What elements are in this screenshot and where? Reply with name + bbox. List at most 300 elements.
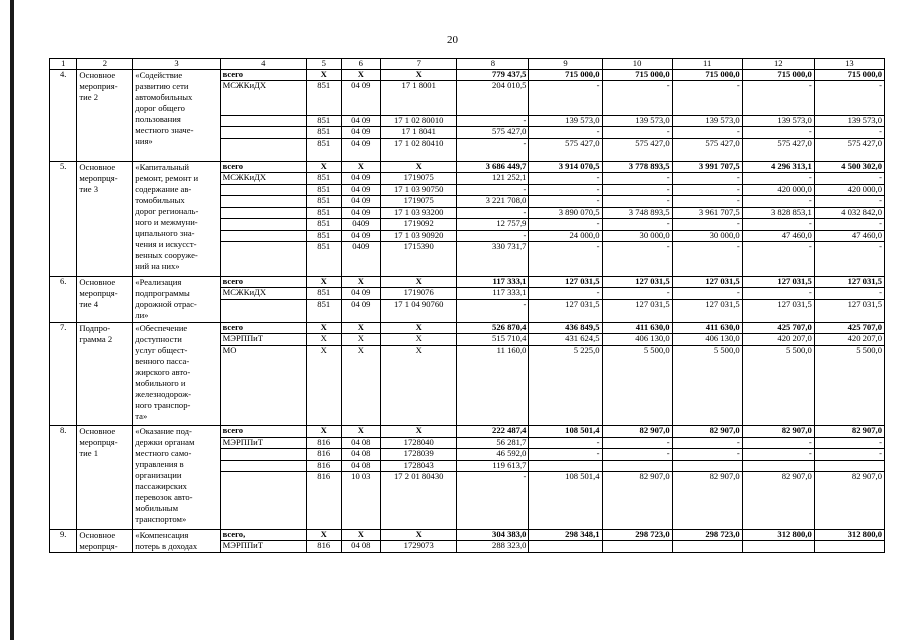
- amount-cell: -: [814, 288, 884, 300]
- csr-cell: 1715390: [381, 242, 457, 277]
- rzpr-cell: 04 09: [341, 127, 381, 139]
- amount-cell: 24 000,0: [529, 230, 602, 242]
- amount-cell: -: [814, 437, 884, 449]
- rzpr-cell: Х: [341, 161, 381, 173]
- amount-cell: 47 460,0: [814, 230, 884, 242]
- amount-cell: 30 000,0: [602, 230, 672, 242]
- amount-cell: -: [672, 196, 742, 208]
- amount-cell: 204 010,5: [457, 81, 529, 116]
- amount-cell: 117 333,1: [457, 288, 529, 300]
- table-row: [50, 69, 885, 81]
- executor-cell: [220, 184, 306, 196]
- amount-cell: [814, 541, 884, 553]
- amount-cell: -: [672, 242, 742, 277]
- csr-cell: 17 1 03 90750: [381, 184, 457, 196]
- item-description-line: ремонт, ремонт и: [135, 172, 199, 183]
- amount-cell: 30 000,0: [672, 230, 742, 242]
- amount-cell: -: [457, 207, 529, 219]
- amount-cell: -: [602, 288, 672, 300]
- header-cell: 13: [814, 59, 884, 70]
- csr-cell: 1719075: [381, 173, 457, 185]
- grbs-cell: Х: [306, 345, 341, 426]
- rzpr-cell: 04 09: [341, 81, 381, 116]
- scan-edge-bar: [10, 0, 14, 640]
- amount-cell: 139 573,0: [814, 115, 884, 127]
- item-description-line: дорожной отрас-: [135, 298, 197, 309]
- grbs-cell: 816: [306, 449, 341, 461]
- amount-cell: 575 427,0: [672, 138, 742, 161]
- item-type-line: Основное: [79, 276, 116, 287]
- item-type-line: Основное: [79, 161, 116, 172]
- header-cell: 1: [50, 59, 77, 70]
- item-description: [133, 426, 220, 530]
- amount-cell: 298 348,1: [529, 529, 602, 541]
- item-type-line: меропрця-: [79, 540, 118, 551]
- amount-cell: -: [602, 437, 672, 449]
- rzpr-cell: 04 09: [341, 230, 381, 242]
- amount-cell: 420 207,0: [814, 334, 884, 346]
- item-type-line: Основное: [79, 426, 116, 437]
- amount-cell: -: [529, 219, 602, 231]
- amount-cell: 304 383,0: [457, 529, 529, 541]
- executor-cell: МЭРППиТ: [220, 437, 306, 449]
- rzpr-cell: 04 09: [341, 299, 381, 322]
- amount-cell: -: [457, 230, 529, 242]
- rzpr-cell: Х: [341, 345, 381, 426]
- executor-cell: всего: [220, 161, 306, 173]
- amount-cell: 127 031,5: [672, 299, 742, 322]
- amount-cell: 436 849,5: [529, 322, 602, 334]
- amount-cell: 222 487,4: [457, 426, 529, 438]
- item-description-line: «Содействие: [135, 69, 183, 80]
- amount-cell: -: [814, 196, 884, 208]
- rzpr-cell: 04 09: [341, 184, 381, 196]
- amount-cell: 420 000,0: [814, 184, 884, 196]
- executor-cell: [220, 138, 306, 161]
- csr-cell: 17 1 02 80410: [381, 138, 457, 161]
- rzpr-cell: 04 08: [341, 541, 381, 553]
- grbs-cell: 851: [306, 299, 341, 322]
- executor-cell: [220, 242, 306, 277]
- amount-cell: -: [742, 449, 814, 461]
- amount-cell: 715 000,0: [742, 69, 814, 81]
- amount-cell: 298 723,0: [672, 529, 742, 541]
- grbs-cell: 851: [306, 115, 341, 127]
- csr-cell: Х: [381, 69, 457, 81]
- amount-cell: -: [602, 173, 672, 185]
- budget-table: [49, 58, 885, 553]
- executor-cell: МСЖКиДХ: [220, 81, 306, 116]
- rzpr-cell: 0409: [341, 219, 381, 231]
- rzpr-cell: Х: [341, 334, 381, 346]
- amount-cell: 526 870,4: [457, 322, 529, 334]
- amount-cell: 5 500,0: [672, 345, 742, 426]
- amount-cell: 108 501,4: [529, 426, 602, 438]
- rzpr-cell: 04 09: [341, 207, 381, 219]
- grbs-cell: Х: [306, 276, 341, 288]
- csr-cell: 1719076: [381, 288, 457, 300]
- item-type: [77, 69, 133, 161]
- csr-cell: Х: [381, 322, 457, 334]
- amount-cell: -: [602, 242, 672, 277]
- amount-cell: 3 221 708,0: [457, 196, 529, 208]
- item-type-line: меропрця-: [79, 437, 118, 448]
- table-row: [50, 529, 885, 541]
- amount-cell: -: [742, 437, 814, 449]
- header-cell: 8: [457, 59, 529, 70]
- csr-cell: Х: [381, 529, 457, 541]
- grbs-cell: 851: [306, 242, 341, 277]
- amount-cell: -: [814, 242, 884, 277]
- amount-cell: -: [529, 127, 602, 139]
- amount-cell: -: [672, 81, 742, 116]
- row-number: 8.: [50, 426, 77, 530]
- amount-cell: 139 573,0: [672, 115, 742, 127]
- amount-cell: 715 000,0: [672, 69, 742, 81]
- amount-cell: 47 460,0: [742, 230, 814, 242]
- amount-cell: -: [529, 184, 602, 196]
- header-cell: 7: [381, 59, 457, 70]
- amount-cell: 779 437,5: [457, 69, 529, 81]
- header-cell: 4: [220, 59, 306, 70]
- amount-cell: 406 130,0: [602, 334, 672, 346]
- amount-cell: -: [529, 449, 602, 461]
- amount-cell: [602, 541, 672, 553]
- amount-cell: -: [602, 127, 672, 139]
- item-description: [133, 69, 220, 161]
- item-description: [133, 322, 220, 426]
- amount-cell: 46 592,0: [457, 449, 529, 461]
- item-description-line: «Реализация: [135, 276, 182, 287]
- item-description-line: ний на них»: [135, 260, 180, 271]
- item-description-line: венного пасса-: [135, 355, 190, 366]
- row-number: 6.: [50, 276, 77, 322]
- amount-cell: 3 890 070,5: [529, 207, 602, 219]
- csr-cell: 1719075: [381, 196, 457, 208]
- executor-cell: МЭРППиТ: [220, 541, 306, 553]
- amount-cell: 3 828 853,1: [742, 207, 814, 219]
- item-description-line: ли»: [135, 309, 149, 320]
- amount-cell: 56 281,7: [457, 437, 529, 449]
- rzpr-cell: 10 03: [341, 472, 381, 530]
- csr-cell: 17 2 01 80430: [381, 472, 457, 530]
- csr-cell: 17 1 02 80010: [381, 115, 457, 127]
- item-description-line: местного значе-: [135, 124, 194, 135]
- amount-cell: [742, 541, 814, 553]
- grbs-cell: 851: [306, 196, 341, 208]
- item-description-line: содержание ав-: [135, 183, 192, 194]
- amount-cell: 406 130,0: [672, 334, 742, 346]
- amount-cell: 312 800,0: [742, 529, 814, 541]
- rzpr-cell: 04 09: [341, 173, 381, 185]
- item-description-line: мобильного и: [135, 377, 186, 388]
- item-type: [77, 529, 133, 552]
- table-row: [50, 161, 885, 173]
- item-description-line: развитию сети: [135, 80, 189, 91]
- item-type-line: мероприя-: [79, 80, 118, 91]
- amount-cell: -: [602, 196, 672, 208]
- item-type: [77, 276, 133, 322]
- amount-cell: 715 000,0: [814, 69, 884, 81]
- amount-cell: 420 207,0: [742, 334, 814, 346]
- amount-cell: 82 907,0: [672, 472, 742, 530]
- executor-cell: всего: [220, 276, 306, 288]
- executor-cell: [220, 127, 306, 139]
- amount-cell: 127 031,5: [742, 276, 814, 288]
- amount-cell: 575 427,0: [814, 138, 884, 161]
- rzpr-cell: Х: [341, 426, 381, 438]
- item-type-line: грамма 2: [79, 333, 113, 344]
- amount-cell: 117 333,1: [457, 276, 529, 288]
- amount-cell: 3 914 070,5: [529, 161, 602, 173]
- item-type-line: тие 2: [79, 91, 99, 102]
- amount-cell: -: [742, 196, 814, 208]
- executor-cell: всего,: [220, 529, 306, 541]
- amount-cell: 82 907,0: [602, 472, 672, 530]
- grbs-cell: 851: [306, 81, 341, 116]
- amount-cell: -: [742, 288, 814, 300]
- amount-cell: 420 000,0: [742, 184, 814, 196]
- amount-cell: 5 500,0: [602, 345, 672, 426]
- item-description-line: ципального зна-: [135, 227, 195, 238]
- header-cell: 2: [77, 59, 133, 70]
- amount-cell: -: [672, 173, 742, 185]
- rzpr-cell: 0409: [341, 242, 381, 277]
- amount-cell: -: [672, 449, 742, 461]
- row-number: 5.: [50, 161, 77, 276]
- amount-cell: 82 907,0: [742, 472, 814, 530]
- item-type-line: тие 3: [79, 183, 99, 194]
- amount-cell: 425 707,0: [742, 322, 814, 334]
- table-row: [50, 322, 885, 334]
- item-description-line: перевозок авто-: [135, 492, 193, 503]
- item-type: [77, 161, 133, 276]
- item-description-line: подпрограммы: [135, 287, 190, 298]
- table-row: [50, 276, 885, 288]
- amount-cell: 515 710,4: [457, 334, 529, 346]
- item-description-line: потерь в доходах: [135, 540, 198, 551]
- grbs-cell: Х: [306, 426, 341, 438]
- grbs-cell: 851: [306, 127, 341, 139]
- grbs-cell: 816: [306, 460, 341, 472]
- rzpr-cell: 04 08: [341, 449, 381, 461]
- amount-cell: 330 731,7: [457, 242, 529, 277]
- executor-cell: МСЖКиДХ: [220, 288, 306, 300]
- page-number: 20: [447, 34, 458, 46]
- amount-cell: 575 427,0: [457, 127, 529, 139]
- item-description-line: чения и искусст-: [135, 238, 197, 249]
- amount-cell: 4 500 302,0: [814, 161, 884, 173]
- csr-cell: 1729073: [381, 541, 457, 553]
- amount-cell: -: [814, 173, 884, 185]
- amount-cell: 12 757,9: [457, 219, 529, 231]
- amount-cell: -: [814, 219, 884, 231]
- row-number: 4.: [50, 69, 77, 161]
- row-number: 7.: [50, 322, 77, 426]
- amount-cell: 3 961 707,5: [672, 207, 742, 219]
- grbs-cell: Х: [306, 322, 341, 334]
- amount-cell: 127 031,5: [742, 299, 814, 322]
- csr-cell: 1728043: [381, 460, 457, 472]
- item-description-line: местного само-: [135, 448, 192, 459]
- amount-cell: -: [742, 127, 814, 139]
- amount-cell: 82 907,0: [814, 426, 884, 438]
- rzpr-cell: Х: [341, 69, 381, 81]
- amount-cell: -: [457, 299, 529, 322]
- amount-cell: 5 500,0: [742, 345, 814, 426]
- amount-cell: -: [602, 81, 672, 116]
- amount-cell: 3 686 449,7: [457, 161, 529, 173]
- item-description-line: пассажирских: [135, 481, 187, 492]
- amount-cell: 3 748 893,5: [602, 207, 672, 219]
- item-description-line: управления в: [135, 459, 184, 470]
- executor-cell: [220, 115, 306, 127]
- item-description-line: мобильным: [135, 503, 179, 514]
- amount-cell: 3 778 893,5: [602, 161, 672, 173]
- item-description-line: автомобильных: [135, 91, 193, 102]
- amount-cell: -: [529, 196, 602, 208]
- amount-cell: 575 427,0: [602, 138, 672, 161]
- rzpr-cell: 04 08: [341, 437, 381, 449]
- rzpr-cell: 04 09: [341, 138, 381, 161]
- item-type: [77, 426, 133, 530]
- amount-cell: 139 573,0: [602, 115, 672, 127]
- grbs-cell: 851: [306, 230, 341, 242]
- executor-cell: МСЖКиДХ: [220, 173, 306, 185]
- item-description-line: ного и межмуни-: [135, 216, 198, 227]
- csr-cell: Х: [381, 161, 457, 173]
- amount-cell: [672, 460, 742, 472]
- amount-cell: -: [742, 242, 814, 277]
- amount-cell: 431 624,5: [529, 334, 602, 346]
- csr-cell: 17 1 04 90760: [381, 299, 457, 322]
- item-type: [77, 322, 133, 426]
- rzpr-cell: 04 08: [341, 460, 381, 472]
- header-row: [50, 59, 885, 70]
- amount-cell: -: [529, 242, 602, 277]
- csr-cell: 17 1 03 90920: [381, 230, 457, 242]
- amount-cell: 82 907,0: [672, 426, 742, 438]
- header-cell: 6: [341, 59, 381, 70]
- item-description: [133, 276, 220, 322]
- csr-cell: 1728040: [381, 437, 457, 449]
- grbs-cell: Х: [306, 161, 341, 173]
- grbs-cell: 851: [306, 207, 341, 219]
- item-description-line: дорог общего: [135, 102, 185, 113]
- grbs-cell: Х: [306, 529, 341, 541]
- item-type-line: тие 4: [79, 298, 99, 309]
- amount-cell: 575 427,0: [529, 138, 602, 161]
- header-cell: 12: [742, 59, 814, 70]
- executor-cell: [220, 299, 306, 322]
- amount-cell: -: [814, 81, 884, 116]
- item-description-line: организации: [135, 470, 182, 481]
- csr-cell: 1728039: [381, 449, 457, 461]
- item-description-line: «Оказание под-: [135, 426, 192, 437]
- grbs-cell: 816: [306, 437, 341, 449]
- item-description-line: венных сооруже-: [135, 249, 198, 260]
- grbs-cell: 851: [306, 173, 341, 185]
- item-type-line: Основное: [79, 529, 116, 540]
- amount-cell: -: [602, 219, 672, 231]
- amount-cell: 575 427,0: [742, 138, 814, 161]
- amount-cell: 312 800,0: [814, 529, 884, 541]
- grbs-cell: 851: [306, 219, 341, 231]
- item-description-line: транспортом»: [135, 514, 187, 525]
- amount-cell: 11 160,0: [457, 345, 529, 426]
- table-row: [50, 426, 885, 438]
- item-description: [133, 161, 220, 276]
- item-description-line: услуг общест-: [135, 344, 188, 355]
- amount-cell: 715 000,0: [602, 69, 672, 81]
- amount-cell: -: [457, 115, 529, 127]
- executor-cell: [220, 196, 306, 208]
- executor-cell: всего: [220, 69, 306, 81]
- grbs-cell: 816: [306, 541, 341, 553]
- executor-cell: [220, 449, 306, 461]
- rzpr-cell: 04 09: [341, 115, 381, 127]
- amount-cell: -: [457, 184, 529, 196]
- amount-cell: [529, 541, 602, 553]
- amount-cell: 425 707,0: [814, 322, 884, 334]
- amount-cell: 82 907,0: [742, 426, 814, 438]
- amount-cell: -: [672, 219, 742, 231]
- amount-cell: -: [457, 472, 529, 530]
- amount-cell: 119 613,7: [457, 460, 529, 472]
- amount-cell: -: [672, 127, 742, 139]
- amount-cell: -: [602, 184, 672, 196]
- grbs-cell: Х: [306, 69, 341, 81]
- amount-cell: -: [457, 138, 529, 161]
- amount-cell: 127 031,5: [602, 276, 672, 288]
- amount-cell: 288 323,0: [457, 541, 529, 553]
- csr-cell: 1719092: [381, 219, 457, 231]
- amount-cell: 411 630,0: [672, 322, 742, 334]
- executor-cell: [220, 460, 306, 472]
- executor-cell: всего: [220, 322, 306, 334]
- amount-cell: -: [672, 288, 742, 300]
- item-description-line: держки органам: [135, 437, 195, 448]
- item-description-line: ния»: [135, 135, 153, 146]
- item-description-line: «Обеспечение: [135, 322, 188, 333]
- csr-cell: Х: [381, 334, 457, 346]
- grbs-cell: 816: [306, 472, 341, 530]
- item-description-line: ного транспор-: [135, 399, 191, 410]
- amount-cell: 411 630,0: [602, 322, 672, 334]
- rzpr-cell: Х: [341, 276, 381, 288]
- amount-cell: -: [529, 173, 602, 185]
- item-type-line: меропрця-: [79, 287, 118, 298]
- csr-cell: Х: [381, 345, 457, 426]
- item-description-line: «Капитальный: [135, 161, 190, 172]
- grbs-cell: 851: [306, 288, 341, 300]
- amount-cell: -: [529, 81, 602, 116]
- item-type-line: Подпро-: [79, 322, 111, 333]
- executor-cell: [220, 230, 306, 242]
- grbs-cell: Х: [306, 334, 341, 346]
- amount-cell: 5 500,0: [814, 345, 884, 426]
- amount-cell: 5 225,0: [529, 345, 602, 426]
- grbs-cell: 851: [306, 138, 341, 161]
- executor-cell: [220, 207, 306, 219]
- csr-cell: 17 1 8001: [381, 81, 457, 116]
- item-description-line: дорог региональ-: [135, 205, 199, 216]
- amount-cell: [814, 460, 884, 472]
- amount-cell: 3 991 707,5: [672, 161, 742, 173]
- amount-cell: 121 252,1: [457, 173, 529, 185]
- amount-cell: -: [742, 219, 814, 231]
- amount-cell: 127 031,5: [529, 299, 602, 322]
